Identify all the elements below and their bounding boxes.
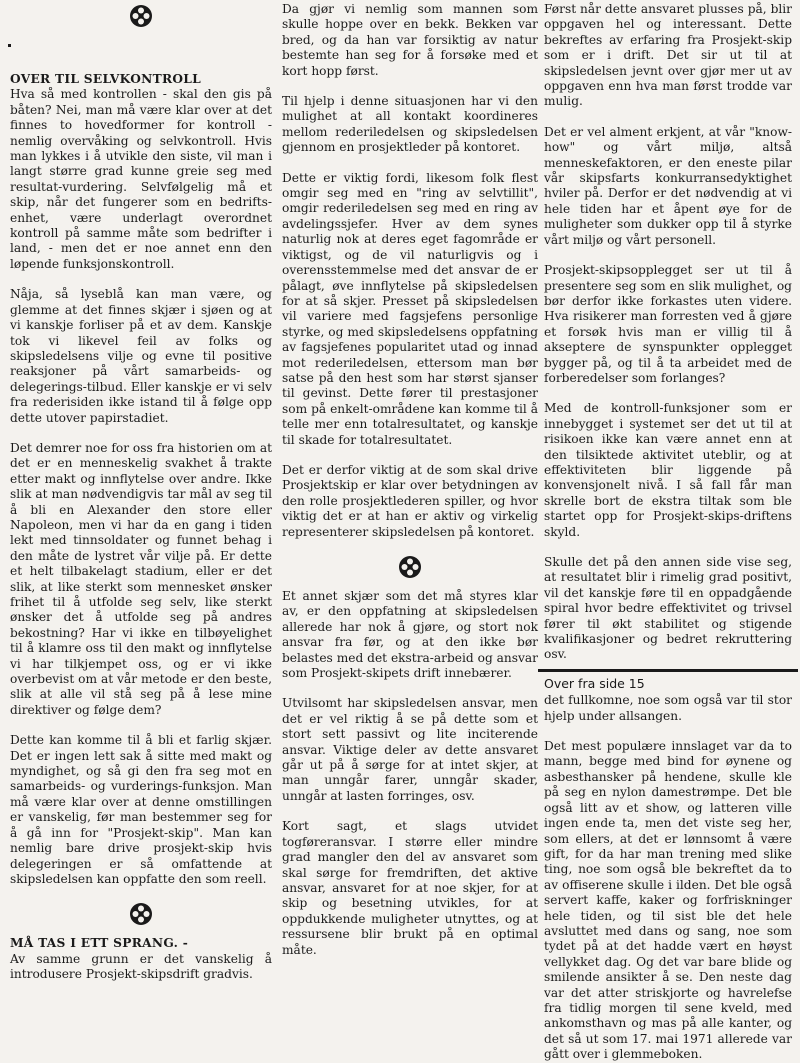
ornament-top [10, 4, 272, 28]
column-1 [10, 0, 272, 1019]
paragraph: Dette kan komme til å bli et farlig skjær. Det er ingen lett sak å sitte med makt og myndighet, og så gi den fra seg mot en samarbeids- og vurderings-funksjon. Man må være klar over at denne omstillingen er vanskelig, før man bestemmer seg for å gå inn for "Prosjekt-skip". Man kan nemlig bare drive prosjekt-skip hvis delegeringen er så omfattende at skipsledelsen kan oppfatte den som reell. [10, 733, 272, 886]
paragraph: Det demrer noe for oss fra historien om at det er en menneskelig svakhet å trakte etter makt og innflytelse over andre. Ikke slik at man nødvendigvis tar mål av seg til å bli en Alexander den store eller Napoleon, men vi har da en gang i tiden lekt med tinnsoldater og funnet behag i den måte de lystret vår vilje på. Er dette et helt tilbakelagt stadium, eller er det slik, at like sterkt som mennesket ønsker frihet til å utfolde seg selv, like sterkt ønsker det å utfolde seg på andres bekostning? Har vi ikke en tilbøyelighet til å klamre oss til den makt og innflytelse vi har tilkjempet oss, og er vi ikke overbevist om at vår metode er den beste, slik at alle vil stå seg på å lese mine direktiver og følge dem? [10, 440, 272, 717]
paragraph: Det mest populære innslaget var da to mann, begge med bind for øynene og asbesthansker på hendene, skulle kle på seg en nylon damestrømpe. Det ble også litt av et show, og latteren ville ingen ende ta, men det viste seg her, som ellers, at det er lønnsomt å være gift, for da har man trening med slike ting, noe som også ble bekreftet da to av offiserene skulle i ilden. Det ble også servert kaffe, kaker og forfriskninger hele tiden, og til sist ble det hele avsluttet med dans og sang, noe som tydet på at det hadde vært en høyst vellykket dag. Og det var bare blide og smilende ansikter å se. Den neste dag var det atter striskjorte og havrelefse fra tidlig morgen til sene kveld, med ankomsthavn og mas på alle kanter, og det så ut som 17. mai 1971 allerede var gått over i glemmeboken. [544, 739, 792, 1062]
section-heading-sprang: MÅ TAS I ETT SPRANG. - [10, 936, 189, 951]
paragraph: det fullkomne, noe som også var til stor hjelp under allsangen. [544, 693, 792, 723]
paragraph: Prosjekt-skipsopplegget ser ut til å presentere seg som en slik mulighet, og bør derfor ikke forkastes uten videre. Hva risikerer man forresten ved å gjøre et forsøk hvis man er villig til å akseptere de synspunkter opplegget bygger på, og til å ta arbeidet med de forberedelser som forlanges? [544, 263, 792, 385]
flower-ornament-icon [129, 902, 153, 926]
flower-ornament-icon [398, 555, 422, 579]
paragraph: Et annet skjær som det må styres klar av, er den oppfatning at skipsledelsen allerede har nok å gjøre, og stort nok ansvar fra før, og at den ikke bør belastes med det ekstra-arbeid og ansvar som Prosjekt-skipets drift innebærer. [282, 589, 538, 681]
ornament-mid [10, 902, 272, 926]
paragraph: Først når dette ansvaret plusses på, blir oppgaven hel og interessant. Dette bekreftes av erfaring fra Prosjekt-skip som er i drift. Det sir ut til at skipsledelsen jevnt over gjør mer ut av oppgaven enn hva man først trodde var mulig. [544, 2, 792, 109]
paragraph: Da gjør vi nemlig som mannen som skulle hoppe over en bekk. Bekken var bred, og da han var forsiktig av natur bestemte han seg for å forsøke med et kort hopp først. [282, 2, 538, 78]
divider-rule [538, 669, 798, 672]
paragraph: Med de kontroll-funksjoner som er innebygget i systemet ser det ut til at risikoen ikke kan være annet enn at den tilsiktede aktivitet uteblir, og at effektiviteten blir liggende på konvensjonelt nivå. I så fall får man skrelle bort de ekstra tiltak som ble startet opp for Prosjekt-skips-driftens skyld. [544, 401, 792, 539]
paragraph: Til hjelp i denne situasjonen har vi den mulighet at all kontakt koordineres mellom rederiledelsen og skipsledelsen gjennom en prosjektleder på kontoret. [282, 94, 538, 155]
flower-ornament-icon [129, 4, 153, 28]
paragraph: Av samme grunn er det vanskelig å introdusere Prosjekt-skipsdrift gradvis. [10, 951, 272, 982]
paragraph: Kort sagt, et slags utvidet togføreransvar. I større eller mindre grad mangler den del av ansvaret som skal sørge for fremdriften, det aktive ansvar, ansvaret for at noe skjer, for at skip og besetning utvikles, for at oppdukkende muligheter utnyttes, og at ressursene blir brukt på en optimal måte. [282, 819, 538, 957]
section-heading-selvkontroll: OVER TIL SELVKONTROLL [10, 72, 202, 86]
ornament-col2 [282, 555, 538, 579]
paragraph: Dette er viktig fordi, likesom folk flest omgir seg med en "ring av selvtillit", omgir rederiledelsen seg med en ring av avdelingssjefer. Hver av dem synes naturlig nok at deres eget fagområde er viktigst, og de vil naturligvis og i overensstemmelse med det ansvar de er pålagt, øve innflytelse på skipsledelsen for at så skjer. Presset på skipsledelsen vil variere med fagsjefens personlige styrke, og med skipsledelsens oppfatning av fagsjefenes popularitet utad og innad mot rederiledelsen, ettersom man bør satse på den hest som har størst sjanser til gevinst. Dette fører til prestasjoner som på enkelt-områdene kan komme til å telle mer enn totalresultatet, og kanskje til skade for totalresultatet. [282, 170, 538, 447]
continued-from-label: Over fra side 15 [544, 675, 645, 691]
paragraph: Utvilsomt har skipsledelsen ansvar, men det er vel riktig å se på dette som et stort sett passivt og lite inciterende ansvar. Viktige deler av dette ansvaret går ut på å sørge for at intet skjer, at man unngår farer, unngår skader, unngår at lasten forringes, osv. [282, 696, 538, 803]
paragraph: Det er derfor viktig at de som skal drive Prosjektskip er klar over betydningen av den rolle prosjektlederen spiller, og hvor viktig det er at han er aktiv og virkelig representerer skipsledelsen på kontoret. [282, 462, 538, 539]
paragraph: Det er vel alment erkjent, at vår "know-how" og vårt miljø, altså menneskefaktoren, er den eneste pilar vår skipsfarts konkurransedyktighet hviler på. Derfor er det nødvendig at vi hele tiden har et åpent øye for de muligheter som dukker opp til å styrke vårt miljø og vårt personell. [544, 124, 792, 247]
paragraph: Hva så med kontrollen - skal den gis på båten? Nei, man må være klar over at det finnes to hovedformer for kontroll - nemlig overvåking og selvkontroll. Hvis man lykkes i å utvikle den siste, vil man i langt større grad kunne greie seg med resultat-vurdering. Selvfølgelig må et skip, når det fungerer som en bedrifts-enhet, være underlagt overordnet kontroll på samme måte som bedrifter i land, - men det er noe annet enn den løpende funksjonskontroll. [10, 87, 272, 271]
column-2 [282, 0, 538, 1019]
paragraph: Skulle det på den annen side vise seg, at resultatet blir i rimelig grad positivt, vil det kanskje føre til en oppadgående spiral hvor bedre effektivitet og trivsel fører til økt stabilitet og stigende kvalifikasjoner og bedret rekruttering osv. [544, 555, 792, 662]
paragraph: Nåja, så lyseblå kan man være, og glemme at det finnes skjær i sjøen og at vi kanskje forliser på et av dem. Kanskje tok vi likevel feil av folks og skipsledelsens vilje og evne til positive reaksjoner på vårt samarbeids- og delegerings-tilbud. Eller kanskje er vi selv fra rederisiden ikke istand til å følge opp dette utover papirstadiet. [10, 287, 272, 425]
column-3 [544, 0, 792, 1062]
